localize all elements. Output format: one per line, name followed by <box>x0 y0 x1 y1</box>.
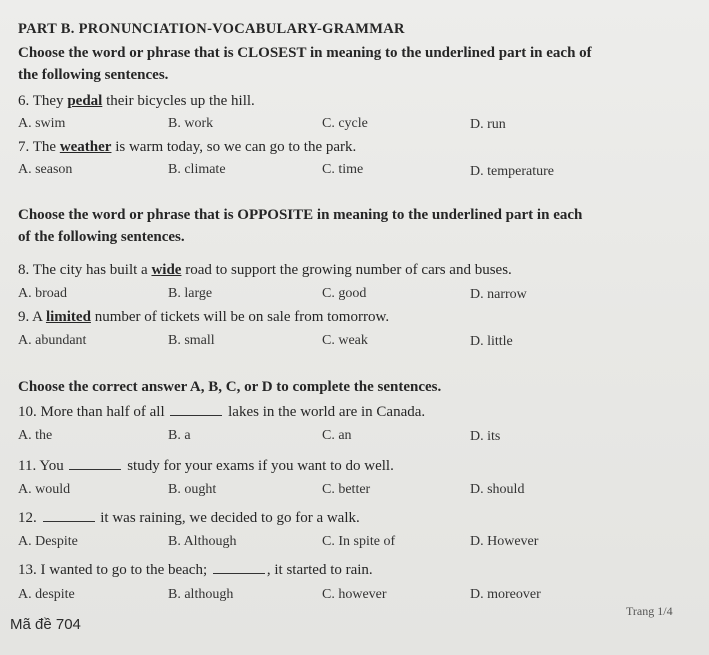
q12-option-b[interactable]: B. Although <box>168 534 237 549</box>
q9-underlined-word: limited <box>45 309 91 325</box>
q12-text-before: 12. <box>18 510 41 526</box>
q7-text-after: is warm today, so we can go to the park. <box>111 139 357 155</box>
q11-text-after: study for your exams if you want to do well. <box>123 458 394 474</box>
closest-instruction-line2: the following sentences. <box>18 67 169 83</box>
q8-option-a[interactable]: A. broad <box>18 286 67 301</box>
q6-underlined-word: pedal <box>67 93 103 109</box>
q10-text-after: lakes in the world are in Canada. <box>224 404 426 420</box>
q8-option-d[interactable]: D. narrow <box>470 287 527 302</box>
exam-code: Mã đề 704 <box>10 616 81 633</box>
question-13 <box>18 560 373 579</box>
q11-text-before: 11. You <box>18 458 68 474</box>
q12-option-d[interactable]: D. However <box>470 534 539 549</box>
q6-option-d[interactable]: D. run <box>470 117 506 132</box>
q9-option-b[interactable]: B. small <box>168 333 215 348</box>
q13-text-after: , it started to rain. <box>266 562 373 578</box>
q10-option-c[interactable]: C. an <box>322 428 352 443</box>
q12-option-c[interactable]: C. In spite of <box>322 534 396 549</box>
q10-text-before: 10. More than half of all <box>18 404 169 420</box>
q13-option-c[interactable]: C. however <box>322 587 387 602</box>
page-number: Trang 1/4 <box>626 604 673 618</box>
opposite-instruction-line1: Choose the word or phrase that is OPPOSITE in meaning to the underlined part in each <box>18 207 583 223</box>
q7-option-b[interactable]: B. climate <box>168 162 226 177</box>
q6-text-after: their bicycles up the hill. <box>102 93 255 109</box>
q10-answer-blank[interactable] <box>170 402 222 416</box>
q9-option-a[interactable]: A. abundant <box>18 333 87 348</box>
q9-text-before: 9. A <box>18 309 46 325</box>
q8-text-before: 8. The city has built a <box>18 262 152 278</box>
q12-option-a[interactable]: A. Despite <box>18 534 78 549</box>
q13-option-b[interactable]: B. although <box>168 587 234 602</box>
q8-underlined-word: wide <box>151 262 182 278</box>
q6-option-c[interactable]: C. cycle <box>322 116 368 131</box>
part-title: PART B. PRONUNCIATION-VOCABULARY-GRAMMAR <box>18 21 405 37</box>
q6-option-b[interactable]: B. work <box>168 116 214 131</box>
question-10 <box>18 402 425 421</box>
opposite-instruction-line2: of the following sentences. <box>18 229 185 245</box>
q7-option-d[interactable]: D. temperature <box>470 164 554 179</box>
q13-text-before: 13. I wanted to go to the beach; <box>18 562 211 578</box>
q7-option-c[interactable]: C. time <box>322 162 364 177</box>
q12-answer-blank[interactable] <box>43 508 95 522</box>
q8-text-after: road to support the growing number of cars and buses. <box>181 262 512 278</box>
q8-option-c[interactable]: C. good <box>322 286 367 301</box>
q8-option-b[interactable]: B. large <box>168 286 213 301</box>
q11-option-c[interactable]: C. better <box>322 482 371 497</box>
q6-text-before: 6. They <box>18 93 68 109</box>
q9-option-d[interactable]: D. little <box>470 334 513 349</box>
q7-text-before: 7. The <box>18 139 60 155</box>
q10-option-d[interactable]: D. its <box>470 429 501 444</box>
q7-underlined-word: weather <box>59 139 112 155</box>
q11-option-d[interactable]: D. should <box>470 482 525 497</box>
q13-answer-blank[interactable] <box>213 560 265 574</box>
q7-option-a[interactable]: A. season <box>18 162 73 177</box>
q11-option-a[interactable]: A. would <box>18 482 71 497</box>
q10-option-a[interactable]: A. the <box>18 428 53 443</box>
q13-option-d[interactable]: D. moreover <box>470 587 541 602</box>
question-6 <box>18 92 255 110</box>
q6-option-a[interactable]: A. swim <box>18 116 66 131</box>
question-11 <box>18 456 394 475</box>
q10-option-b[interactable]: B. a <box>168 428 191 443</box>
q11-option-b[interactable]: B. ought <box>168 482 217 497</box>
q11-answer-blank[interactable] <box>69 456 121 470</box>
question-12 <box>18 508 360 527</box>
complete-instruction: Choose the correct answer A, B, C, or D to complete the sentences. <box>18 379 442 395</box>
q9-option-c[interactable]: C. weak <box>322 333 368 348</box>
closest-instruction-line1: Choose the word or phrase that is CLOSEST in meaning to the underlined part in each of <box>18 45 592 61</box>
q12-text-after: it was raining, we decided to go for a walk. <box>96 510 360 526</box>
q13-option-a[interactable]: A. despite <box>18 587 75 602</box>
question-9 <box>18 308 389 326</box>
question-8 <box>18 261 512 279</box>
q9-text-after: number of tickets will be on sale from tomorrow. <box>90 309 390 325</box>
question-7 <box>18 138 356 156</box>
